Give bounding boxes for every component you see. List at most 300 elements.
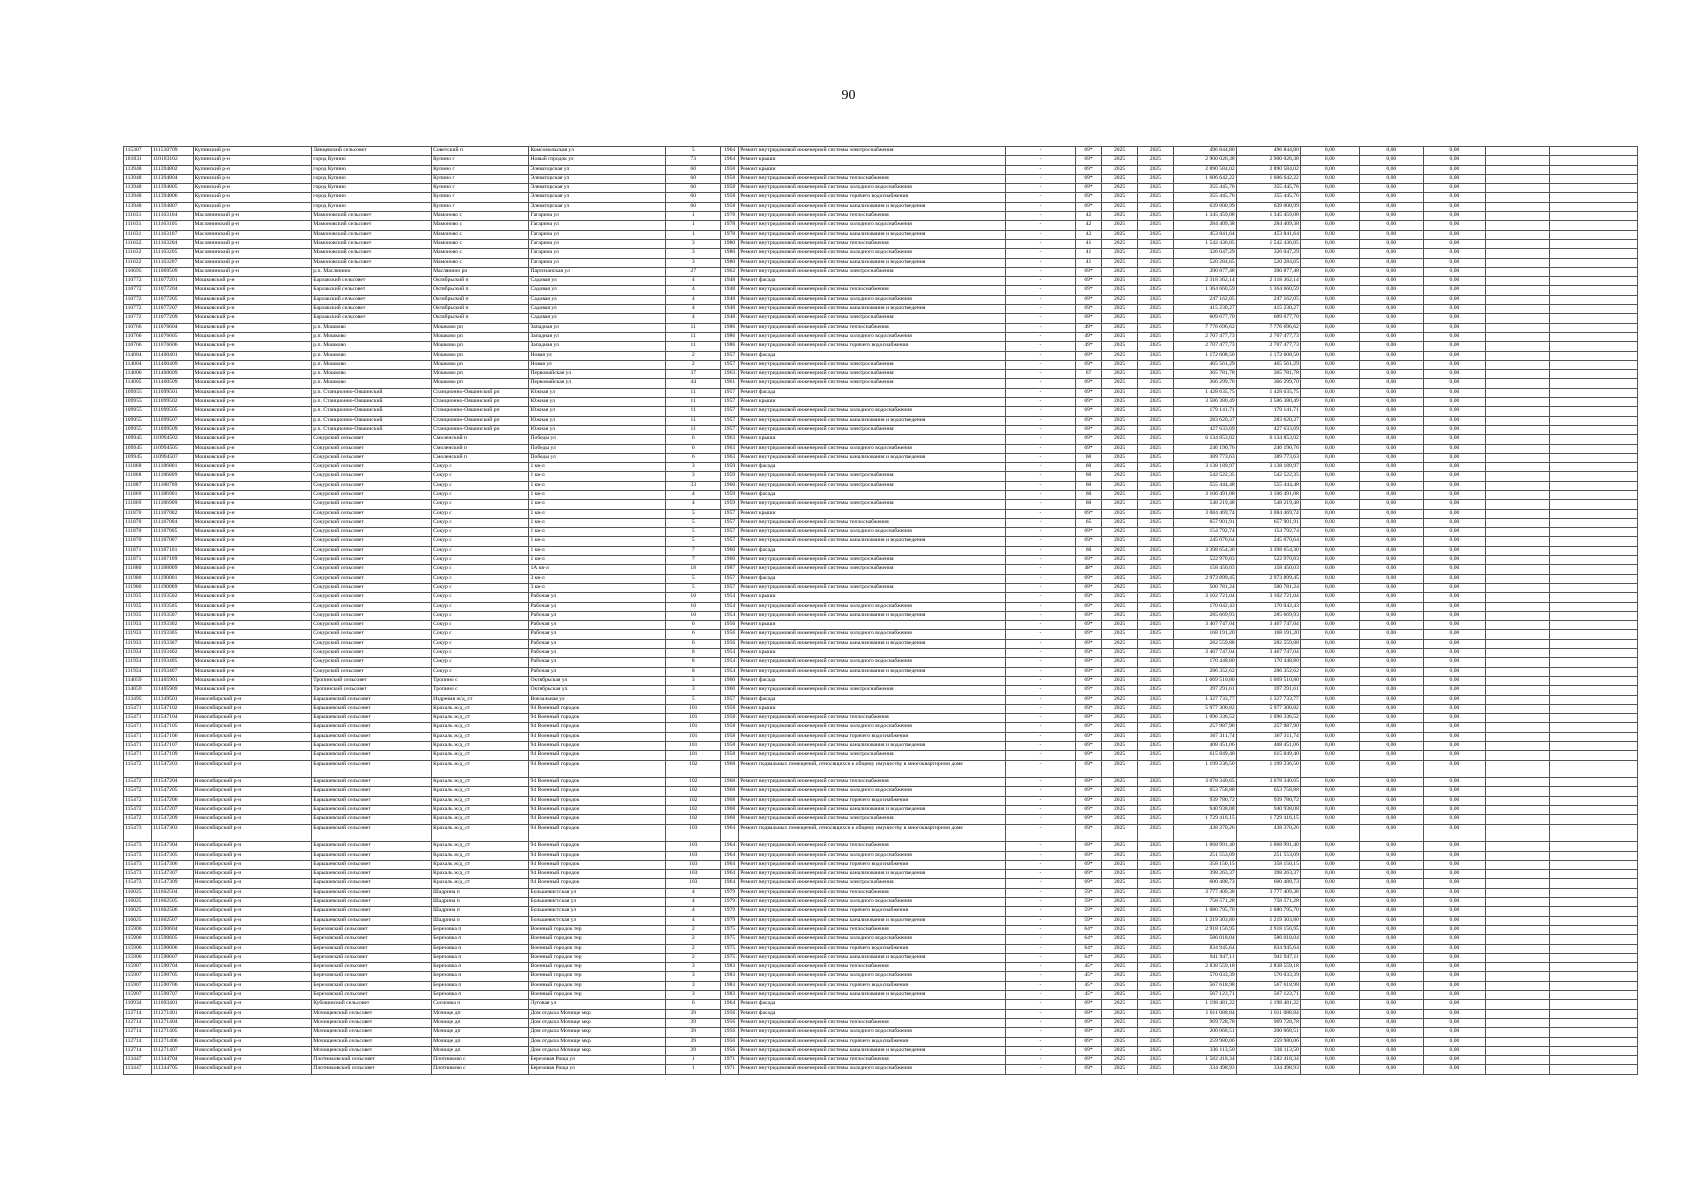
table-cell-street: Гагарина ул bbox=[529, 221, 666, 230]
table-cell-work_type: Ремонт внутридомовой инженерной системы холодного водоснабжения bbox=[739, 935, 1005, 944]
table-cell-wear: 60 bbox=[1076, 546, 1102, 555]
table-cell-settlement_council: Сокурский сельсовет bbox=[312, 546, 432, 555]
table-cell-year_start: 2025 bbox=[1101, 305, 1137, 314]
table-cell-cost2: 200 068,51 bbox=[1236, 1028, 1300, 1037]
table-cell-cost2: 500 781,24 bbox=[1236, 583, 1300, 592]
table-cell-year: 1958 bbox=[721, 184, 739, 193]
table-cell-region_code: 111193302 bbox=[151, 621, 193, 630]
table-cell-empty1 bbox=[1485, 537, 1549, 546]
table-cell-district: Новосибирский р-н bbox=[193, 860, 312, 869]
table-cell-district: Новосибирский р-н bbox=[193, 695, 312, 704]
table-cell-district: Мошковский р-н bbox=[193, 305, 312, 314]
table-cell-year_start: 2025 bbox=[1101, 239, 1137, 248]
table-cell-district: Купинский р-н bbox=[193, 184, 312, 193]
table-cell-empty2 bbox=[1550, 639, 1638, 648]
table-row bbox=[124, 888, 1638, 897]
table-cell-wear: 69* bbox=[1076, 704, 1102, 713]
table-cell-zero3: 0,00 bbox=[1423, 509, 1485, 518]
table-cell-zero3: 0,00 bbox=[1423, 193, 1485, 202]
table-cell-street: Садовая ул bbox=[529, 305, 666, 314]
table-cell-zero2: 0,00 bbox=[1359, 174, 1423, 183]
table-cell-settlement_council: Мамоновский сельсовет bbox=[312, 221, 432, 230]
table-cell-zero3: 0,00 bbox=[1423, 1065, 1485, 1074]
table-cell-empty2 bbox=[1550, 851, 1638, 860]
table-row bbox=[124, 824, 1638, 842]
table-cell-cost: 283 620,37 bbox=[1173, 416, 1236, 425]
table-cell-settlement_council: Мочищенский сельсовет bbox=[312, 1046, 432, 1055]
table-cell-empty2 bbox=[1550, 537, 1638, 546]
table-cell-work_type: Ремонт внутридомовой инженерной системы холодного водоснабжения bbox=[739, 444, 1005, 453]
table-cell-zero2: 0,00 bbox=[1359, 815, 1423, 824]
table-cell-cost2: 365 781,78 bbox=[1236, 370, 1300, 379]
table-cell-year: 1957 bbox=[721, 351, 739, 360]
table-cell-house_id: 112714 bbox=[124, 1037, 152, 1046]
table-cell-year: 1948 bbox=[721, 305, 739, 314]
table-cell-dash: - bbox=[1005, 370, 1076, 379]
table-cell-year_end: 2025 bbox=[1138, 824, 1173, 842]
table-cell-cost: 548 219,48 bbox=[1173, 500, 1236, 509]
table-cell-empty1 bbox=[1485, 295, 1549, 304]
table-cell-empty1 bbox=[1485, 267, 1549, 276]
table-cell-zero2: 0,00 bbox=[1359, 667, 1423, 676]
table-cell-house_number: 60 bbox=[666, 165, 721, 174]
table-cell-empty2 bbox=[1550, 842, 1638, 851]
table-cell-year_start: 2025 bbox=[1101, 472, 1137, 481]
table-cell-year_end: 2025 bbox=[1138, 860, 1173, 869]
table-cell-cost2: 283 620,37 bbox=[1236, 416, 1300, 425]
table-cell-work_type: Ремонт внутридомовой инженерной системы холодного водоснабжения bbox=[739, 972, 1005, 981]
table-cell-year_start: 2025 bbox=[1101, 760, 1137, 778]
table-cell-year: 1960 bbox=[721, 676, 739, 685]
table-cell-cost2: 496 844,80 bbox=[1236, 147, 1300, 156]
table-cell-year_end: 2025 bbox=[1138, 444, 1173, 453]
table-cell-street: 94 Военный городок bbox=[529, 815, 666, 824]
table-row bbox=[124, 295, 1638, 304]
table-cell-house_number: 3 bbox=[666, 676, 721, 685]
table-cell-zero1: 0,00 bbox=[1300, 546, 1359, 555]
table-cell-settlement_council: Барлакский сельсовет bbox=[312, 314, 432, 323]
table-cell-zero2: 0,00 bbox=[1359, 1018, 1423, 1027]
table-cell-cost2: 158 450,03 bbox=[1236, 565, 1300, 574]
table-cell-year_start: 2025 bbox=[1101, 851, 1137, 860]
table-cell-work_type: Ремонт внутридомовой инженерной системы электроснабжения bbox=[739, 267, 1005, 276]
table-cell-zero3: 0,00 bbox=[1423, 907, 1485, 916]
table-cell-locality: Плотниково с bbox=[432, 1056, 529, 1065]
table-cell-settlement_council: город Купино bbox=[312, 184, 432, 193]
table-cell-zero2: 0,00 bbox=[1359, 870, 1423, 879]
table-cell-year_end: 2025 bbox=[1138, 295, 1173, 304]
table-row bbox=[124, 221, 1638, 230]
table-cell-house_id: 115473 bbox=[124, 824, 152, 842]
table-cell-empty2 bbox=[1550, 490, 1638, 499]
table-row bbox=[124, 258, 1638, 267]
table-cell-year_start: 2025 bbox=[1101, 916, 1137, 925]
table-cell-year_end: 2025 bbox=[1138, 537, 1173, 546]
table-cell-year: 1958 bbox=[721, 704, 739, 713]
table-cell-region_code: 111187005 bbox=[151, 528, 193, 537]
table-cell-year: 1964 bbox=[721, 851, 739, 860]
table-cell-empty2 bbox=[1550, 286, 1638, 295]
table-cell-zero3: 0,00 bbox=[1423, 806, 1485, 815]
table-cell-dash: - bbox=[1005, 342, 1076, 351]
table-cell-street: 94 Военный городок bbox=[529, 732, 666, 741]
table-cell-zero1: 0,00 bbox=[1300, 732, 1359, 741]
table-cell-work_type: Ремонт внутридомовой инженерной системы электроснабжения bbox=[739, 360, 1005, 369]
table-row bbox=[124, 778, 1638, 787]
table-cell-empty1 bbox=[1485, 879, 1549, 888]
table-cell-locality: Березовка п bbox=[432, 944, 529, 953]
table-cell-house_id: 110772 bbox=[124, 295, 152, 304]
table-cell-locality: Тропино с bbox=[432, 676, 529, 685]
table-cell-settlement_council: Барышевский сельсовет bbox=[312, 879, 432, 888]
table-cell-cost: 1 327 733,77 bbox=[1173, 695, 1236, 704]
table-cell-year: 1958 bbox=[721, 193, 739, 202]
table-cell-year: 1956 bbox=[721, 621, 739, 630]
table-cell-district: Новосибирский р-н bbox=[193, 824, 312, 842]
table-cell-house_id: 114059 bbox=[124, 676, 152, 685]
table-cell-zero1: 0,00 bbox=[1300, 621, 1359, 630]
table-cell-region_code: 111547107 bbox=[151, 742, 193, 751]
table-cell-zero3: 0,00 bbox=[1423, 267, 1485, 276]
table-cell-empty2 bbox=[1550, 723, 1638, 732]
table-cell-wear: 59* bbox=[1076, 898, 1102, 907]
table-cell-region_code: 111547304 bbox=[151, 842, 193, 851]
table-cell-work_type: Ремонт внутридомовой инженерной системы холодного водоснабжения bbox=[739, 407, 1005, 416]
table-cell-work_type: Ремонт внутридомовой инженерной системы холодного водоснабжения bbox=[739, 630, 1005, 639]
table-cell-dash: - bbox=[1005, 165, 1076, 174]
table-cell-empty2 bbox=[1550, 193, 1638, 202]
table-cell-district: Маслянинский р-н bbox=[193, 230, 312, 239]
table-cell-year_start: 2025 bbox=[1101, 806, 1137, 815]
table-cell-year: 1980 bbox=[721, 239, 739, 248]
table-cell-empty2 bbox=[1550, 732, 1638, 741]
table-row bbox=[124, 602, 1638, 611]
table-row bbox=[124, 212, 1638, 221]
table-cell-cost: 334 498,93 bbox=[1173, 1065, 1236, 1074]
table-cell-house_number: 60 bbox=[666, 202, 721, 211]
table-cell-dash: - bbox=[1005, 453, 1076, 462]
table-cell-region_code: 111193407 bbox=[151, 667, 193, 676]
table-cell-street: Победы ул bbox=[529, 444, 666, 453]
table-cell-zero2: 0,00 bbox=[1359, 972, 1423, 981]
table-cell-street: Рабочая ул bbox=[529, 621, 666, 630]
table-cell-region_code: 111394806 bbox=[151, 193, 193, 202]
table-cell-house_number: 11 bbox=[666, 416, 721, 425]
table-cell-empty2 bbox=[1550, 583, 1638, 592]
table-cell-house_id: 112714 bbox=[124, 1018, 152, 1027]
table-cell-dash: - bbox=[1005, 907, 1076, 916]
table-cell-district: Маслянинский р-н bbox=[193, 258, 312, 267]
table-cell-work_type: Ремонт внутридомовой инженерной системы холодного водоснабжения bbox=[739, 851, 1005, 860]
table-cell-empty1 bbox=[1485, 165, 1549, 174]
table-cell-wear: 69* bbox=[1076, 630, 1102, 639]
table-cell-district: Мошковский р-н bbox=[193, 286, 312, 295]
table-cell-cost2: 1 069 510,80 bbox=[1236, 676, 1300, 685]
table-cell-wear: 69* bbox=[1076, 1056, 1102, 1065]
table-cell-year_end: 2025 bbox=[1138, 1056, 1173, 1065]
table-cell-cost: 586 018,04 bbox=[1173, 935, 1236, 944]
table-cell-year_end: 2025 bbox=[1138, 481, 1173, 490]
table-cell-dash: - bbox=[1005, 147, 1076, 156]
table-cell-zero2: 0,00 bbox=[1359, 407, 1423, 416]
table-cell-house_number: 4 bbox=[666, 305, 721, 314]
table-cell-cost2: 969 728,78 bbox=[1236, 1018, 1300, 1027]
table-cell-cost2: 3 586 380,49 bbox=[1236, 398, 1300, 407]
table-cell-year_start: 2025 bbox=[1101, 202, 1137, 211]
table-cell-house_id: 115473 bbox=[124, 879, 152, 888]
table-row bbox=[124, 314, 1638, 323]
table-cell-street: Партизанская ул bbox=[529, 267, 666, 276]
table-cell-zero2: 0,00 bbox=[1359, 323, 1423, 332]
table-cell-region_code: 111271406 bbox=[151, 1037, 193, 1046]
table-cell-region_code: 111547303 bbox=[151, 824, 193, 842]
table-cell-year_end: 2025 bbox=[1138, 925, 1173, 934]
table-cell-year_start: 2025 bbox=[1101, 981, 1137, 990]
table-cell-zero1: 0,00 bbox=[1300, 500, 1359, 509]
table-cell-settlement_council: р.п. Станционно-Ояшинский bbox=[312, 416, 432, 425]
table-cell-settlement_council: Кубовинский сельсовет bbox=[312, 1000, 432, 1009]
table-cell-region_code: 111271407 bbox=[151, 1046, 193, 1055]
table-cell-year: 1963 bbox=[721, 444, 739, 453]
table-row bbox=[124, 806, 1638, 815]
table-cell-work_type: Ремонт фасада bbox=[739, 463, 1005, 472]
table-cell-locality: Мочище дп bbox=[432, 1028, 529, 1037]
table-cell-cost: 758 571,28 bbox=[1173, 898, 1236, 907]
table-cell-house_number: 5 bbox=[666, 147, 721, 156]
table-cell-settlement_council: Лянцевский сельсовет bbox=[312, 147, 432, 156]
table-cell-dash: - bbox=[1005, 981, 1076, 990]
table-cell-house_id: 109945 bbox=[124, 435, 152, 444]
table-cell-zero3: 0,00 bbox=[1423, 1056, 1485, 1065]
table-cell-cost: 567 618,98 bbox=[1173, 981, 1236, 990]
table-cell-work_type: Ремонт внутридомовой инженерной системы горячего водоснабжения bbox=[739, 732, 1005, 741]
table-cell-empty1 bbox=[1485, 621, 1549, 630]
table-cell-house_number: 39 bbox=[666, 1046, 721, 1055]
table-cell-house_number: 3 bbox=[666, 463, 721, 472]
table-cell-dash: - bbox=[1005, 184, 1076, 193]
table-cell-zero2: 0,00 bbox=[1359, 425, 1423, 434]
table-cell-zero2: 0,00 bbox=[1359, 723, 1423, 732]
table-cell-dash: - bbox=[1005, 944, 1076, 953]
table-row bbox=[124, 686, 1638, 695]
table-cell-year: 1957 bbox=[721, 425, 739, 434]
table-cell-cost2: 438 370,26 bbox=[1236, 824, 1300, 842]
table-cell-house_id: 110772 bbox=[124, 286, 152, 295]
table-cell-locality: Сокур с bbox=[432, 593, 529, 602]
table-cell-work_type: Ремонт внутридомовой инженерной системы теплоснабжения bbox=[739, 963, 1005, 972]
table-cell-district: Новосибирский р-н bbox=[193, 732, 312, 741]
table-cell-year: 1986 bbox=[721, 342, 739, 351]
table-cell-zero2: 0,00 bbox=[1359, 787, 1423, 796]
table-cell-cost: 939 780,72 bbox=[1173, 796, 1236, 805]
table-cell-region_code: 110183102 bbox=[151, 156, 193, 165]
table-cell-house_id: 110766 bbox=[124, 323, 152, 332]
table-cell-house_id: 115307 bbox=[124, 147, 152, 156]
table-cell-zero1: 0,00 bbox=[1300, 416, 1359, 425]
table-cell-zero3: 0,00 bbox=[1423, 360, 1485, 369]
table-cell-cost2: 3 467 747,04 bbox=[1236, 621, 1300, 630]
table-cell-zero1: 0,00 bbox=[1300, 842, 1359, 851]
table-cell-wear: 49* bbox=[1076, 332, 1102, 341]
table-cell-zero2: 0,00 bbox=[1359, 295, 1423, 304]
table-cell-cost: 1 542 436,05 bbox=[1173, 239, 1236, 248]
table-cell-empty1 bbox=[1485, 416, 1549, 425]
table-cell-wear: 69* bbox=[1076, 742, 1102, 751]
table-cell-year: 1954 bbox=[721, 611, 739, 620]
table-cell-locality: Тропино с bbox=[432, 686, 529, 695]
table-cell-work_type: Ремонт внутридомовой инженерной системы теплоснабжения bbox=[739, 286, 1005, 295]
table-cell-year_end: 2025 bbox=[1138, 407, 1173, 416]
table-cell-zero3: 0,00 bbox=[1423, 1009, 1485, 1018]
table-cell-district: Новосибирский р-н bbox=[193, 1028, 312, 1037]
table-cell-zero2: 0,00 bbox=[1359, 360, 1423, 369]
table-cell-zero1: 0,00 bbox=[1300, 398, 1359, 407]
table-cell-year_end: 2025 bbox=[1138, 351, 1173, 360]
table-cell-house_number: 2 bbox=[666, 351, 721, 360]
table-cell-dash: - bbox=[1005, 815, 1076, 824]
table-cell-zero1: 0,00 bbox=[1300, 388, 1359, 397]
table-cell-year_end: 2025 bbox=[1138, 221, 1173, 230]
table-cell-wear: 60 bbox=[1076, 453, 1102, 462]
table-cell-work_type: Ремонт внутридомовой инженерной системы холодного водоснабжения bbox=[739, 898, 1005, 907]
table-cell-settlement_council: Барышевский сельсовет bbox=[312, 851, 432, 860]
table-cell-empty1 bbox=[1485, 824, 1549, 842]
table-cell-zero1: 0,00 bbox=[1300, 888, 1359, 897]
table-cell-zero2: 0,00 bbox=[1359, 184, 1423, 193]
table-cell-region_code: 111069509 bbox=[151, 267, 193, 276]
table-cell-year: 1968 bbox=[721, 796, 739, 805]
table-cell-work_type: Ремонт внутридомовой инженерной системы электроснабжения bbox=[739, 879, 1005, 888]
table-row bbox=[124, 574, 1638, 583]
table-cell-wear: 69* bbox=[1076, 676, 1102, 685]
table-cell-year: 1964 bbox=[721, 824, 739, 842]
table-cell-dash: - bbox=[1005, 212, 1076, 221]
table-cell-zero1: 0,00 bbox=[1300, 742, 1359, 751]
table-row bbox=[124, 860, 1638, 869]
table-cell-cost2: 758 571,28 bbox=[1236, 898, 1300, 907]
table-cell-empty2 bbox=[1550, 314, 1638, 323]
table-cell-region_code: 111163104 bbox=[151, 212, 193, 221]
table-cell-cost: 1 219 303,80 bbox=[1173, 916, 1236, 925]
table-cell-street: Рабочая ул bbox=[529, 658, 666, 667]
table-cell-street: Элеваторская ул bbox=[529, 174, 666, 183]
table-cell-settlement_council: Мочищенский сельсовет bbox=[312, 1018, 432, 1027]
table-cell-dash: - bbox=[1005, 239, 1076, 248]
table-cell-cost2: 6 134 853,02 bbox=[1236, 435, 1300, 444]
table-cell-cost2: 257 987,90 bbox=[1236, 723, 1300, 732]
table-cell-zero3: 0,00 bbox=[1423, 332, 1485, 341]
table-cell-locality: Крахаль ж/д_ст bbox=[432, 824, 529, 842]
table-cell-house_number: 101 bbox=[666, 751, 721, 760]
table-cell-empty1 bbox=[1485, 490, 1549, 499]
table-cell-cost2: 3 398 654,30 bbox=[1236, 546, 1300, 555]
table-cell-cost2: 1 219 303,80 bbox=[1236, 916, 1300, 925]
table-cell-empty2 bbox=[1550, 147, 1638, 156]
table-cell-region_code: 111186801 bbox=[151, 463, 193, 472]
table-cell-district: Купинский р-н bbox=[193, 147, 312, 156]
table-cell-house_number: 103 bbox=[666, 842, 721, 851]
table-cell-zero3: 0,00 bbox=[1423, 537, 1485, 546]
table-cell-district: Новосибирский р-н bbox=[193, 1000, 312, 1009]
table-cell-empty1 bbox=[1485, 778, 1549, 787]
table-cell-cost2: 247 162,05 bbox=[1236, 295, 1300, 304]
table-cell-year_start: 2025 bbox=[1101, 258, 1137, 267]
table-cell-house_id: 115907 bbox=[124, 972, 152, 981]
table-cell-zero3: 0,00 bbox=[1423, 714, 1485, 723]
table-cell-work_type: Ремонт внутридомовой инженерной системы канализования и водоотведения bbox=[739, 742, 1005, 751]
table-cell-year: 1958 bbox=[721, 174, 739, 183]
table-cell-cost2: 3 467 747,04 bbox=[1236, 649, 1300, 658]
table-cell-dash: - bbox=[1005, 388, 1076, 397]
table-cell-empty2 bbox=[1550, 565, 1638, 574]
table-cell-work_type: Ремонт внутридомовой инженерной системы теплоснабжения bbox=[739, 174, 1005, 183]
table-cell-zero3: 0,00 bbox=[1423, 565, 1485, 574]
table-cell-locality: Мошково рп bbox=[432, 323, 529, 332]
table-cell-empty2 bbox=[1550, 649, 1638, 658]
table-cell-work_type: Ремонт внутридомовой инженерной системы холодного водоснабжения bbox=[739, 184, 1005, 193]
table-cell-zero3: 0,00 bbox=[1423, 953, 1485, 962]
table-cell-region_code: 111405909 bbox=[151, 686, 193, 695]
table-cell-year_end: 2025 bbox=[1138, 360, 1173, 369]
table-cell-zero2: 0,00 bbox=[1359, 583, 1423, 592]
table-cell-empty2 bbox=[1550, 953, 1638, 962]
table-cell-house_number: 5 bbox=[666, 574, 721, 583]
table-cell-zero2: 0,00 bbox=[1359, 898, 1423, 907]
table-cell-district: Купинский р-н bbox=[193, 202, 312, 211]
table-cell-region_code: 111547306 bbox=[151, 860, 193, 869]
table-cell-locality: Крахаль ж/д_ст bbox=[432, 851, 529, 860]
table-cell-locality: Крахаль ж/д_ст bbox=[432, 787, 529, 796]
table-cell-settlement_council: Сокурский сельсовет bbox=[312, 490, 432, 499]
table-cell-street: Военный городок тер bbox=[529, 935, 666, 944]
table-cell-zero1: 0,00 bbox=[1300, 425, 1359, 434]
table-cell-settlement_council: Сокурский сельсовет bbox=[312, 518, 432, 527]
table-cell-cost2: 522 970,83 bbox=[1236, 556, 1300, 565]
table-cell-cost: 500 781,24 bbox=[1173, 583, 1236, 592]
table-cell-year_start: 2025 bbox=[1101, 602, 1137, 611]
table-cell-dash: - bbox=[1005, 686, 1076, 695]
table-cell-work_type: Ремонт внутридомовой инженерной системы холодного водоснабжения bbox=[739, 1028, 1005, 1037]
table-cell-locality: Крахаль ж/д_ст bbox=[432, 806, 529, 815]
table-cell-empty1 bbox=[1485, 714, 1549, 723]
table-cell-year_end: 2025 bbox=[1138, 342, 1173, 351]
table-cell-work_type: Ремонт внутридомовой инженерной системы канализования и водоотведения bbox=[739, 202, 1005, 211]
table-cell-zero3: 0,00 bbox=[1423, 305, 1485, 314]
table-cell-wear: 69* bbox=[1076, 824, 1102, 842]
table-cell-empty1 bbox=[1485, 667, 1549, 676]
table-cell-dash: - bbox=[1005, 778, 1076, 787]
table-cell-region_code: 111400609 bbox=[151, 370, 193, 379]
table-cell-region_code: 111547309 bbox=[151, 879, 193, 888]
table-cell-zero2: 0,00 bbox=[1359, 398, 1423, 407]
table-cell-dash: - bbox=[1005, 360, 1076, 369]
table-cell-house_number: 102 bbox=[666, 787, 721, 796]
table-cell-zero1: 0,00 bbox=[1300, 824, 1359, 842]
table-cell-year: 1958 bbox=[721, 714, 739, 723]
table-cell-cost: 408 451,06 bbox=[1173, 742, 1236, 751]
table-cell-dash: - bbox=[1005, 851, 1076, 860]
table-cell-zero2: 0,00 bbox=[1359, 1037, 1423, 1046]
table-cell-settlement_council: р.п. Мошково bbox=[312, 351, 432, 360]
table-row bbox=[124, 916, 1638, 925]
table-cell-empty1 bbox=[1485, 1009, 1549, 1018]
table-cell-dash: - bbox=[1005, 202, 1076, 211]
table-cell-empty1 bbox=[1485, 286, 1549, 295]
table-cell-year_end: 2025 bbox=[1138, 165, 1173, 174]
table-row bbox=[124, 351, 1638, 360]
table-cell-house_number: 60 bbox=[666, 174, 721, 183]
table-cell-wear: 69* bbox=[1076, 1000, 1102, 1009]
